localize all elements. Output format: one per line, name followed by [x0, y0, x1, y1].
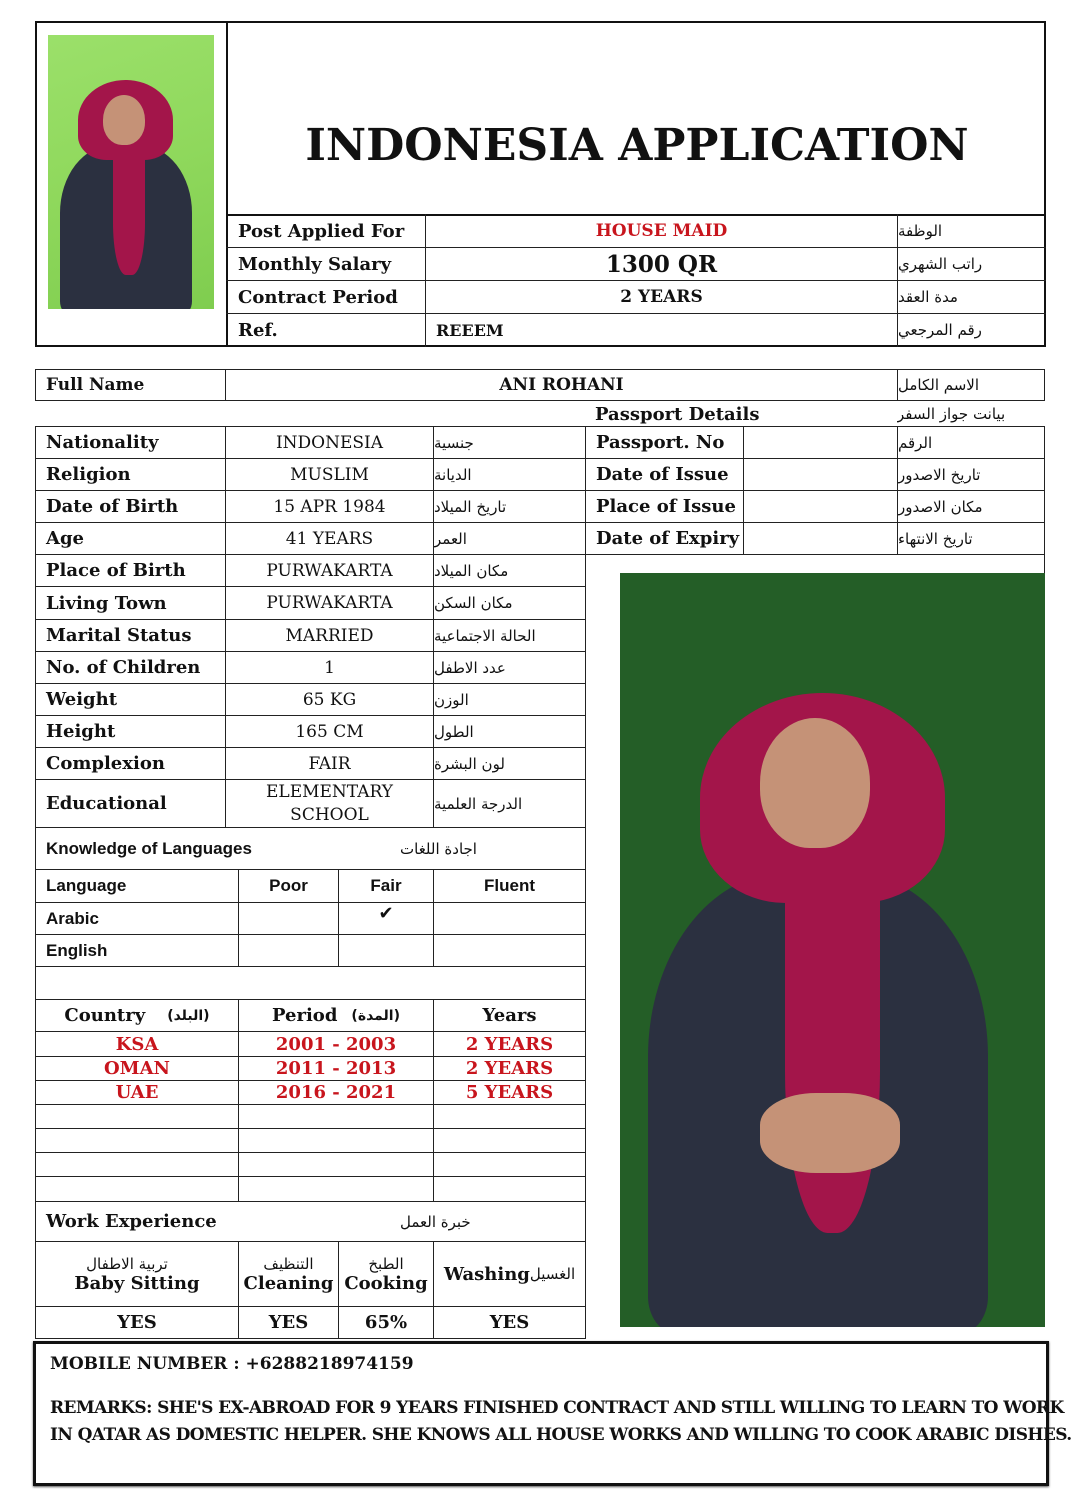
- date-of-expiry-arabic: تاريخ الانتهاء: [898, 529, 973, 548]
- skill-cleaning-value: YES: [268, 1312, 309, 1333]
- abroad-row-2-period: 2011 - 2013: [275, 1058, 397, 1079]
- living-town-label: Living Town: [46, 592, 167, 614]
- place-of-birth-label: Place of Birth: [46, 560, 186, 581]
- contract-period-value: 2 YEARS: [620, 287, 703, 307]
- children-label: No. of Children: [46, 657, 201, 678]
- work-experience-heading-arabic: خبرة العمل: [400, 1212, 471, 1231]
- marital-status-label: Marital Status: [46, 625, 192, 646]
- abroad-col-period-label: Period: [271, 1005, 338, 1026]
- height-value: 165 CM: [295, 721, 364, 742]
- monthly-salary-arabic: راتب الشهري: [898, 255, 983, 273]
- abroad-col-years: Years: [482, 1005, 537, 1026]
- skill-cooking-header: [339, 1242, 433, 1306]
- skill-cooking-arabic: الطبخ: [368, 1254, 404, 1273]
- post-applied-label: Post Applied For: [238, 220, 405, 242]
- weight-value: 65 KG: [302, 689, 357, 710]
- educational-value-line2: SCHOOL: [290, 804, 369, 825]
- passport-no-label: Passport. No: [596, 432, 725, 453]
- remarks-line-1: REMARKS: SHE'S EX-ABROAD FOR 9 YEARS FINISHED CONTRACT AND STILL WILLING TO LEARN TO WORK: [50, 1398, 1064, 1418]
- lang-col-language: Language: [46, 876, 127, 895]
- lang-col-fluent: Fluent: [484, 876, 535, 895]
- full-name-arabic: الاسم الكامل: [898, 376, 980, 394]
- weight-label: Weight: [46, 689, 118, 710]
- work-experience-heading: Work Experience: [46, 1211, 217, 1232]
- abroad-row-1-period: 2001 - 2003: [275, 1033, 397, 1055]
- skill-cleaning-label: Cleaning: [243, 1272, 334, 1294]
- complexion-label: Complexion: [46, 753, 165, 774]
- place-of-birth-value: PURWAKARTA: [266, 560, 393, 581]
- languages-heading: Knowledge of Languages: [46, 838, 252, 858]
- age-value: 41 YEARS: [285, 528, 374, 549]
- abroad-row-3-country: UAE: [115, 1082, 159, 1103]
- skill-washing-value: YES: [489, 1312, 530, 1333]
- abroad-col-country-label: Country: [64, 1005, 146, 1026]
- date-of-birth-value: 15 APR 1984: [273, 496, 386, 517]
- ref-value: REEEM: [436, 320, 504, 340]
- date-of-birth-label: Date of Birth: [46, 496, 179, 517]
- educational-value-line1: ELEMENTARY: [266, 781, 393, 802]
- date-of-issue-value: [744, 459, 897, 490]
- lang-col-poor: Poor: [269, 876, 308, 895]
- skill-washing-label: Washing: [443, 1263, 530, 1285]
- skill-baby-sitting-label: Baby Sitting: [74, 1272, 200, 1294]
- monthly-salary-value: 1300 QR: [605, 250, 718, 278]
- contract-period-label: Contract Period: [238, 286, 398, 308]
- educational-value: [226, 780, 433, 827]
- applicant-photo-large: [620, 573, 1045, 1327]
- age-arabic: العمر: [434, 529, 467, 548]
- place-of-issue-arabic: مكان الاصدور: [898, 497, 983, 516]
- abroad-col-country: [36, 1000, 238, 1031]
- date-of-expiry-label: Date of Expiry: [596, 528, 740, 549]
- height-arabic: الطول: [434, 722, 474, 741]
- skill-cleaning-arabic: التنظيف: [263, 1254, 314, 1273]
- abroad-row-2-country: OMAN: [103, 1058, 171, 1079]
- abroad-row-1-years: 2 YEARS: [465, 1033, 554, 1055]
- lang-english-label: English: [46, 940, 108, 960]
- age-label: Age: [46, 528, 85, 549]
- living-town-value: PURWAKARTA: [266, 593, 393, 613]
- nationality-arabic: جنسية: [434, 433, 474, 452]
- lang-arabic-poor: [239, 903, 338, 934]
- nationality-value: INDONESIA: [275, 432, 384, 453]
- abroad-col-country-arabic: (البلد): [167, 1007, 210, 1024]
- weight-arabic: الوزن: [434, 690, 469, 709]
- lang-col-fair: Fair: [370, 876, 402, 895]
- living-town-arabic: مكان السكن: [434, 594, 513, 612]
- religion-label: Religion: [46, 464, 131, 485]
- skill-baby-sitting-header: [36, 1242, 238, 1306]
- page-title: INDONESIA APPLICATION: [305, 119, 969, 171]
- date-of-expiry-value: [744, 523, 897, 554]
- skill-baby-sitting-arabic: تربية الاطفال: [86, 1254, 168, 1273]
- skill-washing-arabic: الغسيل: [529, 1265, 576, 1283]
- languages-heading-arabic: اجادة اللغات: [400, 839, 477, 858]
- date-of-issue-label: Date of Issue: [596, 464, 729, 485]
- skill-cleaning-header: [239, 1242, 338, 1306]
- date-of-issue-arabic: تاريخ الاصدور: [898, 465, 981, 484]
- abroad-row-3-years: 5 YEARS: [465, 1082, 554, 1103]
- passport-heading: Passport Details: [595, 403, 760, 425]
- mobile-number: MOBILE NUMBER : +6288218974159: [50, 1354, 414, 1374]
- ref-label: Ref.: [238, 319, 278, 341]
- complexion-value: FAIR: [308, 753, 351, 774]
- complexion-arabic: لون البشرة: [434, 754, 505, 773]
- skill-cooking-value: 65%: [364, 1312, 408, 1333]
- passport-no-value: [744, 427, 897, 458]
- abroad-row-2-years: 2 YEARS: [465, 1058, 554, 1079]
- educational-label: Educational: [46, 793, 167, 814]
- passport-no-arabic: الرقم: [898, 433, 933, 452]
- skill-baby-sitting-value: YES: [117, 1312, 157, 1333]
- monthly-salary-label: Monthly Salary: [238, 253, 392, 275]
- nationality-label: Nationality: [46, 432, 159, 453]
- lang-arabic-label: Arabic: [46, 908, 99, 928]
- lang-english-fair: [339, 935, 433, 966]
- full-name-value: ANI ROHANI: [499, 375, 624, 395]
- religion-value: MUSLIM: [290, 464, 369, 485]
- date-of-birth-arabic: تاريخ الميلاد: [434, 497, 507, 516]
- ref-arabic: رقم المرجعي: [898, 321, 982, 339]
- abroad-col-period: [239, 1000, 433, 1031]
- passport-heading-arabic: بيانت جواز السفر: [897, 405, 1006, 423]
- abroad-row-1-country: KSA: [115, 1033, 159, 1055]
- post-applied-value: HOUSE MAID: [595, 221, 728, 241]
- abroad-col-period-arabic: (المدة): [351, 1007, 401, 1024]
- place-of-issue-value: [744, 491, 897, 522]
- full-name-label: Full Name: [46, 375, 145, 395]
- remarks-line-2: IN QATAR AS DOMESTIC HELPER. SHE KNOWS ALL HOUSE WORKS AND WILLING TO COOK ARABIC DISHES.: [50, 1425, 1072, 1445]
- marital-status-arabic: الحالة الاجتماعية: [434, 626, 536, 645]
- lang-english-poor: [239, 935, 338, 966]
- place-of-birth-arabic: مكان الميلاد: [434, 561, 509, 580]
- lang-english-fluent: [434, 935, 585, 966]
- educational-arabic: الدرجة العلمية: [434, 794, 523, 813]
- marital-status-value: MARRIED: [285, 625, 374, 646]
- religion-arabic: الديانة: [434, 465, 472, 484]
- place-of-issue-label: Place of Issue: [596, 496, 736, 517]
- skill-washing-header: [434, 1242, 585, 1306]
- lang-arabic-fluent: [434, 903, 585, 934]
- abroad-row-3-period: 2016 - 2021: [275, 1082, 397, 1103]
- skill-cooking-label: Cooking: [344, 1272, 428, 1294]
- contract-period-arabic: مدة العقد: [898, 288, 958, 306]
- children-value: 1: [324, 657, 335, 678]
- post-applied-arabic: الوظفة: [898, 222, 943, 240]
- applicant-photo-small: [48, 35, 214, 309]
- height-label: Height: [46, 721, 116, 742]
- children-arabic: عدد الاطفل: [434, 658, 506, 677]
- lang-arabic-fair-check-icon: ✔: [378, 903, 394, 924]
